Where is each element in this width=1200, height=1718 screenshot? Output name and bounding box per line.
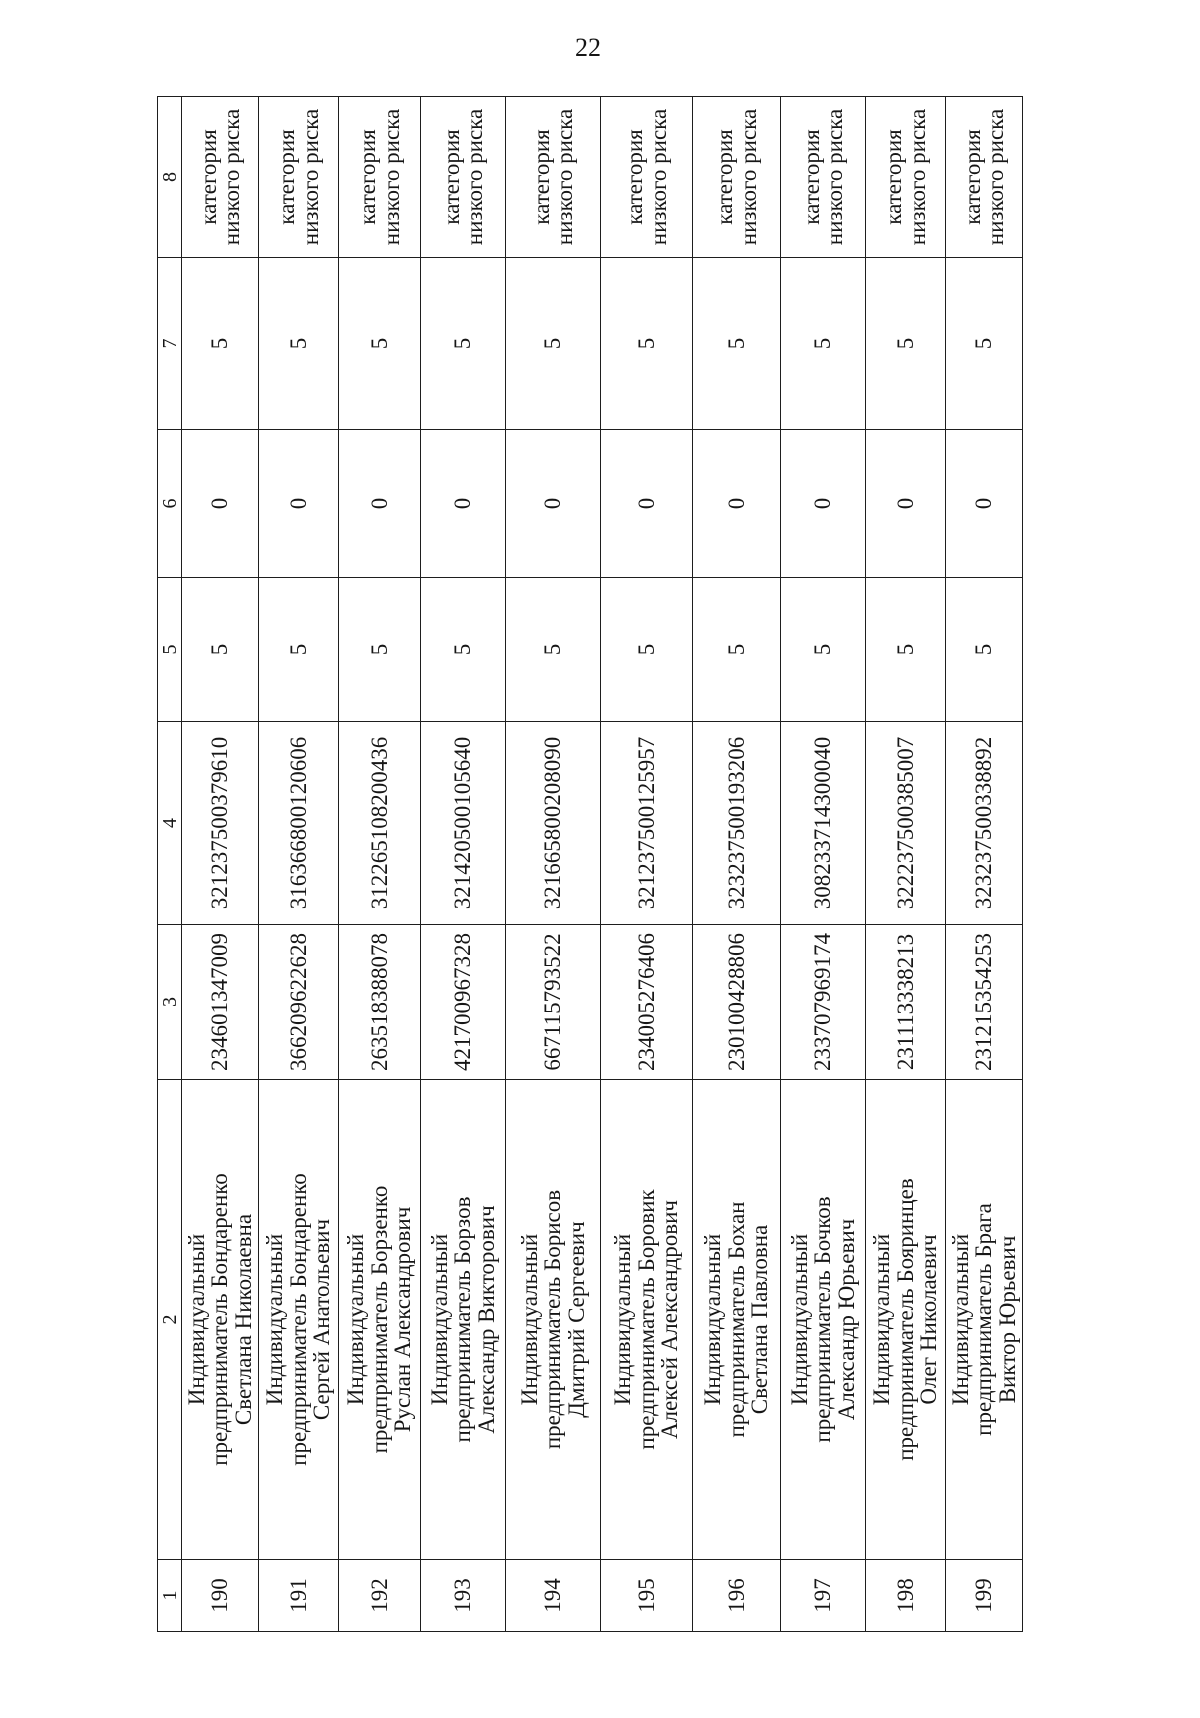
entrepreneur-name-cell (781, 1080, 866, 1560)
name-line: Олег Николаевич (916, 1234, 942, 1405)
category-line: категория (355, 129, 380, 225)
risk-category-cell (781, 97, 866, 258)
category-line: низкого риска (462, 108, 487, 246)
value-cell-col-5: 5 (421, 578, 506, 722)
id-number-cell: 231113338213 (866, 925, 946, 1080)
value-cell-col-6: 0 (339, 430, 421, 578)
entrepreneur-name-cell (259, 1080, 339, 1560)
category-line: низкого риска (552, 108, 577, 246)
registration-number-cell: 316366800120606 (259, 722, 339, 925)
table-row (339, 97, 421, 1632)
entrepreneur-name-cell (506, 1080, 601, 1560)
value-cell-col-5: 5 (339, 578, 421, 722)
category-line: категория (959, 129, 985, 225)
name-line: Индивидуальный (343, 1233, 369, 1406)
name-line: Индивидуальный (426, 1233, 452, 1406)
id-number-cell: 263518388078 (339, 925, 421, 1080)
name-line: предприниматель Бондаренко (285, 1173, 311, 1466)
category-line: низкого риска (297, 108, 323, 246)
risk-category-cell (339, 97, 421, 258)
category-line: низкого риска (904, 108, 930, 246)
row-number-cell: 191 (259, 1560, 339, 1632)
name-line: предприниматель Бохан (723, 1201, 749, 1438)
value-cell-col-5: 5 (866, 578, 946, 722)
header-col-7: 7 (158, 258, 182, 430)
value-cell-col-6: 0 (866, 430, 946, 578)
row-number-cell: 198 (866, 1560, 946, 1632)
category-line: низкого риска (983, 108, 1008, 246)
value-cell-col-5: 5 (259, 578, 339, 722)
header-col-5: 5 (158, 578, 182, 722)
value-cell-col-7: 5 (182, 258, 259, 430)
value-cell-col-7: 5 (781, 258, 866, 430)
value-cell-col-5: 5 (781, 578, 866, 722)
table-row (781, 97, 866, 1632)
category-line: категория (195, 129, 221, 225)
value-cell-col-5: 5 (182, 578, 259, 722)
row-number-cell: 193 (421, 1560, 506, 1632)
entrepreneur-name-cell (421, 1080, 506, 1560)
category-line: низкого риска (645, 108, 671, 246)
name-line: Индивидуальный (947, 1233, 973, 1406)
value-cell-col-6: 0 (693, 430, 781, 578)
category-line: категория (798, 129, 824, 225)
id-number-cell: 233707969174 (781, 925, 866, 1080)
value-cell-col-7: 5 (339, 258, 421, 430)
value-cell-col-6: 0 (421, 430, 506, 578)
name-line: Руслан Александрович (390, 1206, 416, 1433)
value-cell-col-7: 5 (421, 258, 506, 430)
risk-category-cell (693, 97, 781, 258)
name-line: предприниматель Боровик (633, 1189, 659, 1450)
value-cell-col-7: 5 (693, 258, 781, 430)
value-cell-col-7: 5 (506, 258, 601, 430)
registration-number-cell: 322237500385007 (866, 722, 946, 925)
name-line: Светлана Павловна (747, 1224, 773, 1415)
header-col-1: 1 (158, 1560, 182, 1632)
registration-number-cell: 321237500125957 (601, 722, 693, 925)
value-cell-col-7: 5 (601, 258, 693, 430)
row-number-cell: 196 (693, 1560, 781, 1632)
registration-number-cell: 312265108200436 (339, 722, 421, 925)
name-line: предприниматель Брага (971, 1203, 997, 1436)
value-cell-col-6: 0 (259, 430, 339, 578)
registry-table (157, 96, 1023, 1632)
entrepreneur-name-cell (601, 1080, 693, 1560)
table-row (946, 97, 1023, 1632)
entrepreneur-name-cell (339, 1080, 421, 1560)
table-row (182, 97, 259, 1632)
name-line: предприниматель Борисов (540, 1189, 566, 1450)
table-row (693, 97, 781, 1632)
name-line: предприниматель Бондаренко (207, 1173, 233, 1466)
header-col-3: 3 (158, 925, 182, 1080)
name-line: предприниматель Борзенко (366, 1185, 392, 1454)
name-line: Алексей Александрович (657, 1200, 683, 1439)
table-row (506, 97, 601, 1632)
name-line: Александр Юрьевич (833, 1218, 859, 1421)
header-col-4: 4 (158, 722, 182, 925)
table-row (866, 97, 946, 1632)
value-cell-col-7: 5 (946, 258, 1023, 430)
value-cell-col-5: 5 (946, 578, 1023, 722)
risk-category-cell (259, 97, 339, 258)
rotated-table-frame (157, 97, 1022, 1632)
category-line: низкого риска (735, 108, 761, 246)
table-row (259, 97, 339, 1632)
name-line: Александр Викторович (473, 1205, 499, 1434)
value-cell-col-6: 0 (182, 430, 259, 578)
value-cell-col-5: 5 (693, 578, 781, 722)
row-number-cell: 199 (946, 1560, 1023, 1632)
name-line: Индивидуальный (183, 1233, 209, 1406)
header-col-8: 8 (158, 97, 182, 258)
name-line: Индивидуальный (869, 1233, 895, 1406)
page-number: 22 (575, 33, 601, 62)
value-cell-col-6: 0 (946, 430, 1023, 578)
header-col-2: 2 (158, 1080, 182, 1560)
name-line: предприниматель Бочков (810, 1196, 836, 1443)
name-line: Индивидуальный (786, 1233, 812, 1406)
name-line: Индивидуальный (262, 1233, 288, 1406)
value-cell-col-6: 0 (506, 430, 601, 578)
registration-number-cell: 321665800208090 (506, 722, 601, 925)
value-cell-col-6: 0 (601, 430, 693, 578)
id-number-cell: 234601347009 (182, 925, 259, 1080)
category-line: категория (528, 129, 554, 225)
entrepreneur-name-cell (866, 1080, 946, 1560)
row-number-cell: 192 (339, 1560, 421, 1632)
value-cell-col-5: 5 (601, 578, 693, 722)
name-line: Индивидуальный (610, 1233, 636, 1406)
name-line: Дмитрий Сергеевич (563, 1221, 589, 1418)
header-row (158, 97, 182, 1632)
risk-category-cell (601, 97, 693, 258)
entrepreneur-name-cell (693, 1080, 781, 1560)
risk-category-cell (506, 97, 601, 258)
name-line: предприниматель Борзов (450, 1196, 476, 1443)
id-number-cell: 667115793522 (506, 925, 601, 1080)
registration-number-cell: 323237500193206 (693, 722, 781, 925)
row-number-cell: 197 (781, 1560, 866, 1632)
category-line: категория (438, 129, 464, 225)
id-number-cell: 230100428806 (693, 925, 781, 1080)
name-line: Светлана Николаевна (230, 1213, 256, 1426)
row-number-cell: 195 (601, 1560, 693, 1632)
id-number-cell: 366209622628 (259, 925, 339, 1080)
registration-number-cell: 323237500338892 (946, 722, 1023, 925)
name-line: Сергей Анатольевич (309, 1218, 335, 1421)
row-number-cell: 194 (506, 1560, 601, 1632)
name-line: Индивидуальный (516, 1233, 542, 1406)
value-cell-col-7: 5 (259, 258, 339, 430)
value-cell-col-5: 5 (506, 578, 601, 722)
header-col-6: 6 (158, 430, 182, 578)
value-cell-col-6: 0 (781, 430, 866, 578)
registration-number-cell: 321237500379610 (182, 722, 259, 925)
row-number-cell: 190 (182, 1560, 259, 1632)
category-line: низкого риска (822, 108, 847, 246)
risk-category-cell (421, 97, 506, 258)
registration-number-cell: 308233714300040 (781, 722, 866, 925)
category-line: категория (274, 129, 299, 225)
registration-number-cell: 321420500105640 (421, 722, 506, 925)
name-line: Индивидуальный (700, 1233, 726, 1406)
table-row (601, 97, 693, 1632)
value-cell-col-7: 5 (866, 258, 946, 430)
risk-category-cell (182, 97, 259, 258)
table-row (421, 97, 506, 1632)
category-line: низкого риска (378, 108, 404, 246)
id-number-cell: 421700967328 (421, 925, 506, 1080)
entrepreneur-name-cell (946, 1080, 1023, 1560)
risk-category-cell (946, 97, 1023, 258)
id-number-cell: 234005276406 (601, 925, 693, 1080)
category-line: категория (881, 129, 906, 225)
name-line: предприниматель Бояринцев (892, 1178, 918, 1461)
risk-category-cell (866, 97, 946, 258)
entrepreneur-name-cell (182, 1080, 259, 1560)
name-line: Виктор Юрьевич (994, 1235, 1020, 1404)
id-number-cell: 231215354253 (946, 925, 1023, 1080)
category-line: низкого риска (219, 108, 244, 246)
category-line: категория (622, 129, 647, 225)
category-line: категория (712, 129, 737, 225)
